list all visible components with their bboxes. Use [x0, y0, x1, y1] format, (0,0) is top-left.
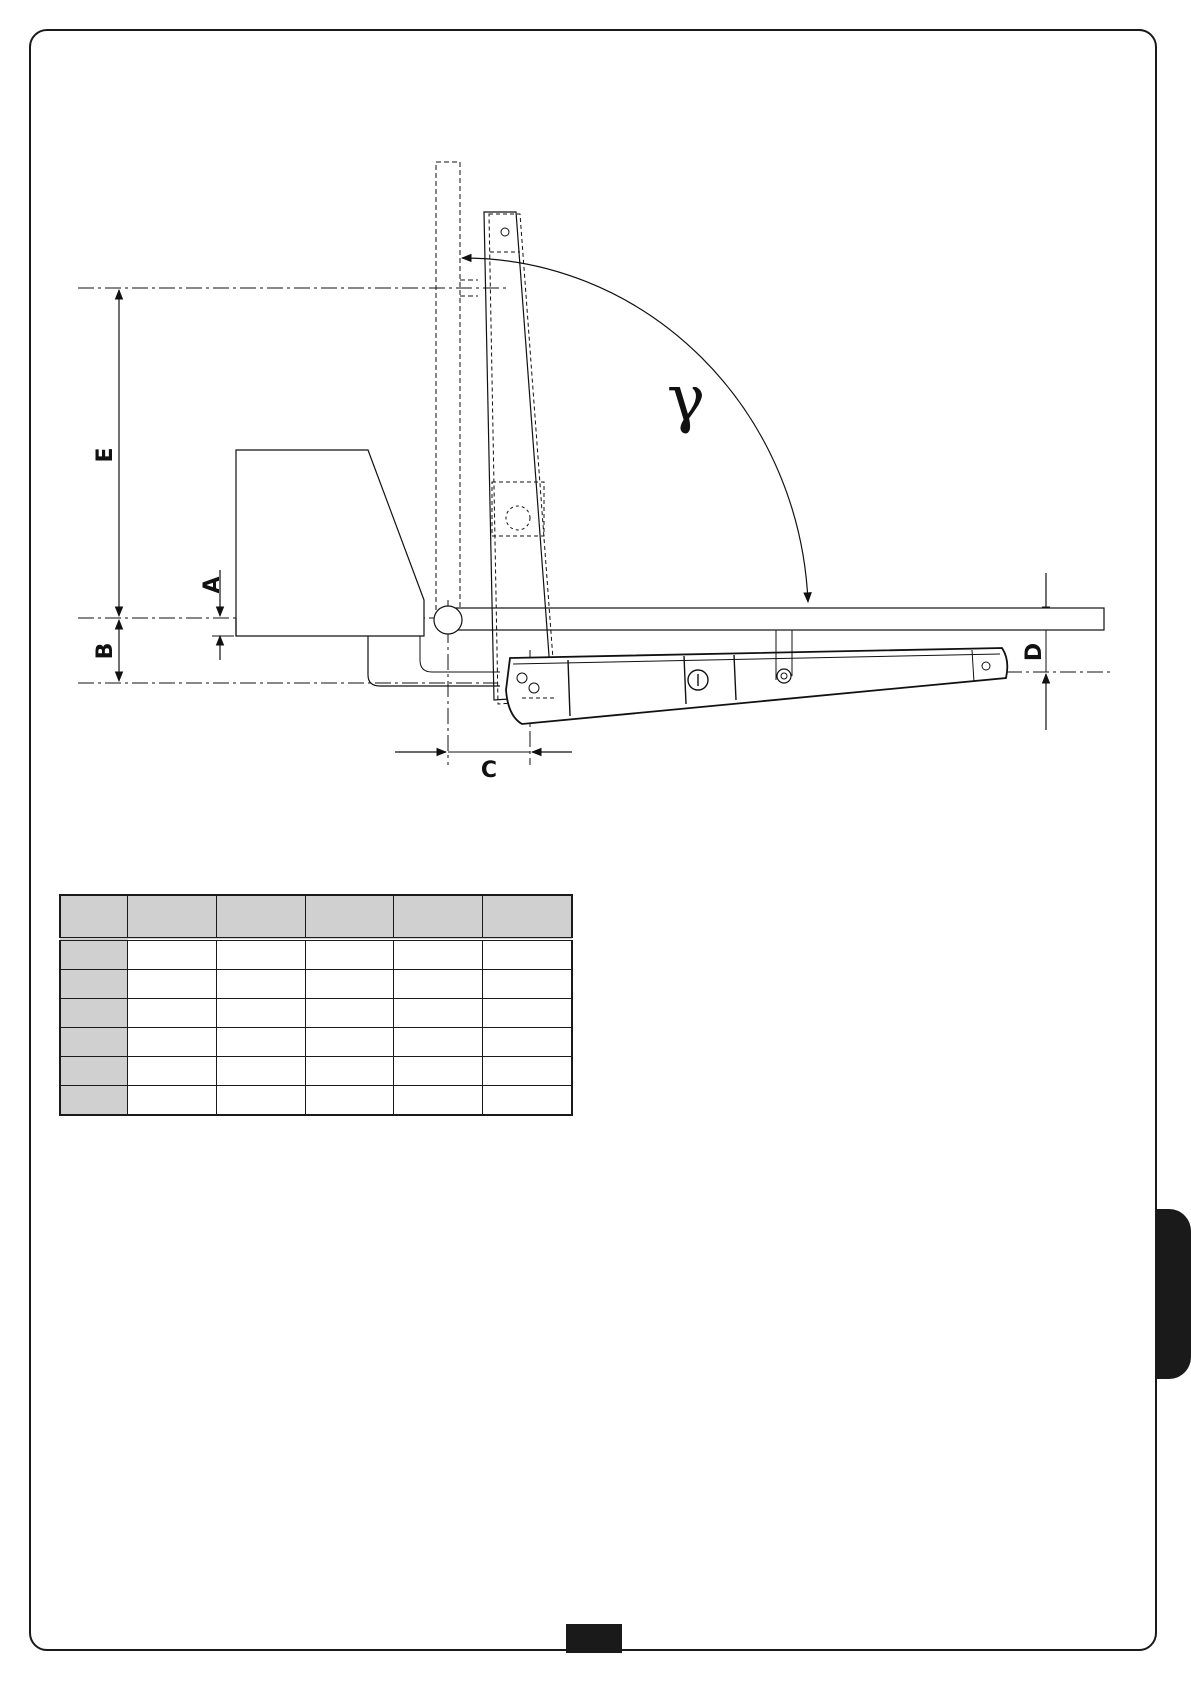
table-cell [306, 1028, 394, 1057]
table-cell [128, 1086, 217, 1116]
table-cell [394, 1086, 483, 1116]
table-cell [394, 939, 483, 970]
table-cell [394, 1057, 483, 1086]
opening-angle-arc [462, 258, 808, 602]
table-cell [394, 1028, 483, 1057]
row-header-cell [60, 999, 128, 1028]
dimension-e [93, 290, 119, 616]
table-cell [128, 939, 217, 970]
dimension-b [93, 620, 119, 681]
table-cell [306, 1086, 394, 1116]
row-header-cell [60, 1086, 128, 1116]
table-cell [306, 999, 394, 1028]
row-header-cell [60, 970, 128, 999]
row-header-cell [60, 1057, 128, 1086]
table-cell [128, 970, 217, 999]
table-row [60, 1086, 572, 1116]
table-cell [217, 970, 306, 999]
dim-label-b: B [93, 642, 118, 660]
actuator-closed [506, 648, 1007, 724]
table-cell [217, 895, 306, 939]
table-row [60, 1057, 572, 1086]
table-cell [128, 1057, 217, 1086]
table-cell [394, 970, 483, 999]
table-cell [483, 1028, 573, 1057]
table-cell [217, 999, 306, 1028]
table-cell [128, 1028, 217, 1057]
table-cell [483, 999, 573, 1028]
table-header-row [60, 895, 572, 939]
table-cell [483, 895, 573, 939]
table-cell [394, 895, 483, 939]
table-row [60, 999, 572, 1028]
dimensions-table [59, 894, 573, 1116]
row-header-cell [60, 895, 128, 939]
dimension-a [200, 570, 234, 660]
gate-leaf-closed [434, 606, 1104, 634]
dimension-c [395, 752, 572, 783]
dim-label-c: C [480, 758, 498, 783]
table-cell [217, 1057, 306, 1086]
row-header-cell [60, 939, 128, 970]
table-cell [306, 1057, 394, 1086]
table-cell [128, 999, 217, 1028]
gate-leaf-open [436, 162, 478, 610]
dim-label-d: D [1022, 642, 1047, 662]
table-row [60, 939, 572, 970]
table-cell [306, 970, 394, 999]
table-cell [394, 999, 483, 1028]
table-cell [483, 1057, 573, 1086]
table-cell [306, 939, 394, 970]
dim-label-a: A [200, 576, 225, 594]
table-cell [483, 1086, 573, 1116]
row-header-cell [60, 1028, 128, 1057]
table-cell [128, 895, 217, 939]
table-cell [217, 1028, 306, 1057]
table-row [60, 1028, 572, 1057]
table-row [60, 970, 572, 999]
page-number [566, 1624, 622, 1653]
dim-label-e: E [93, 447, 118, 463]
table-cell [483, 970, 573, 999]
gamma-label: γ [666, 362, 706, 436]
table-cell [483, 939, 573, 970]
table-cell [306, 895, 394, 939]
table-cell [217, 939, 306, 970]
dimension-d [1022, 573, 1047, 730]
table-cell [217, 1086, 306, 1116]
